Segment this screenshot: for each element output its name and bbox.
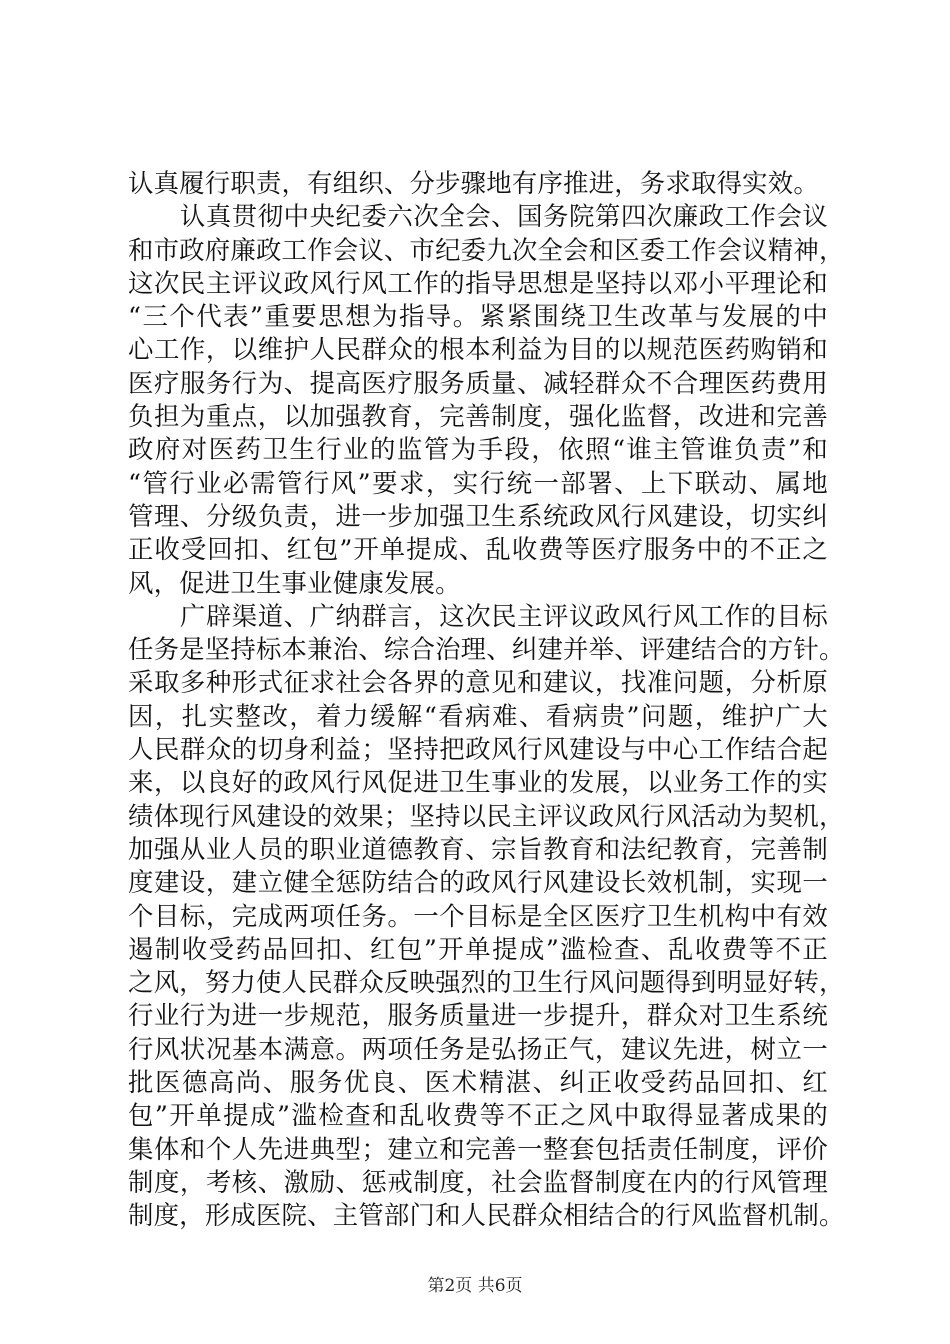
text-line: 制度，形成医院、主管部门和人民群众相结合的行风监督机制。 (128, 1200, 845, 1231)
text-line: 个目标，完成两项任务。一个目标是全区医疗卫生机构中有效 (128, 900, 828, 931)
text-line: 广辟渠道、广纳群言，这次民主评议政风行风工作的目标 (128, 600, 828, 631)
text-line: 这次民主评议政风行风工作的指导思想是坚持以邓小平理论和 (128, 267, 828, 298)
text-line: 认真履行职责，有组织、分步骤地有序推进，务求取得实效。 (128, 168, 819, 198)
text-line: 人民群众的切身利益；坚持把政风行风建设与中心工作结合起 (128, 734, 828, 765)
text-line: 政府对医药卫生行业的监管为手段，依照“谁主管谁负责”和 (128, 434, 828, 465)
text-line: 之风，努力使人民群众反映强烈的卫生行风问题得到明显好转， (128, 967, 845, 998)
text-line: 集体和个人先进典型；建立和完善一整套包括责任制度，评价 (128, 1133, 828, 1164)
text-line: 来，以良好的政风行风促进卫生事业的发展，以业务工作的实 (128, 767, 828, 798)
page-footer: 第2页 共6页 (427, 1276, 523, 1296)
text-line: 绩体现行风建设的效果；坚持以民主评议政风行风活动为契机， (128, 800, 845, 831)
text-line: 管理、分级负责，进一步加强卫生系统政风行风建设，切实纠 (128, 500, 828, 531)
text-line: 认真贯彻中央纪委六次全会、国务院第四次廉政工作会议 (128, 201, 828, 232)
text-line: 行业行为进一步规范，服务质量进一步提升，群众对卫生系统 (128, 1000, 828, 1031)
text-line: 正收受回扣、红包”开单提成、乱收费等医疗服务中的不正之 (128, 534, 828, 565)
text-line: 遏制收受药品回扣、红包”开单提成”滥检查、乱收费等不正 (128, 933, 828, 964)
text-line: 包”开单提成”滥检查和乱收费等不正之风中取得显著成果的 (128, 1100, 828, 1131)
text-line: 行风状况基本满意。两项任务是弘扬正气，建议先进，树立一 (128, 1033, 828, 1064)
text-line: 度建设，建立健全惩防结合的政风行风建设长效机制，实现一 (128, 867, 828, 898)
text-line: 采取多种形式征求社会各界的意见和建议，找准问题，分析原 (128, 667, 828, 698)
text-line: 心工作，以维护人民群众的根本利益为目的以规范医药购销和 (128, 334, 828, 365)
text-line: 制度，考核、激励、惩戒制度，社会监督制度在内的行风管理 (128, 1166, 828, 1197)
text-line: 负担为重点，以加强教育，完善制度，强化监督，改进和完善 (128, 401, 828, 432)
text-line: 风，促进卫生事业健康发展。 (128, 567, 461, 598)
text-line: 因，扎实整改，着力缓解“看病难、看病贵”问题，维护广大 (128, 700, 828, 731)
text-line: 加强从业人员的职业道德教育、宗旨教育和法纪教育，完善制 (128, 833, 828, 864)
text-line: “三个代表”重要思想为指导。紧紧围绕卫生改革与发展的中 (128, 301, 828, 332)
text-line: 批医德高尚、服务优良、医术精湛、纠正收受药品回扣、红 (128, 1067, 828, 1098)
text-line: 任务是坚持标本兼治、综合治理、纠建并举、评建结合的方针。 (128, 634, 845, 665)
text-line: 和市政府廉政工作会议、市纪委九次全会和区委工作会议精神， (128, 234, 845, 265)
text-line: “管行业必需管行风”要求，实行统一部署、上下联动、属地 (128, 467, 828, 498)
body-text (128, 167, 845, 1233)
text-line: 医疗服务行为、提高医疗服务质量、减轻群众不合理医药费用 (128, 367, 828, 398)
